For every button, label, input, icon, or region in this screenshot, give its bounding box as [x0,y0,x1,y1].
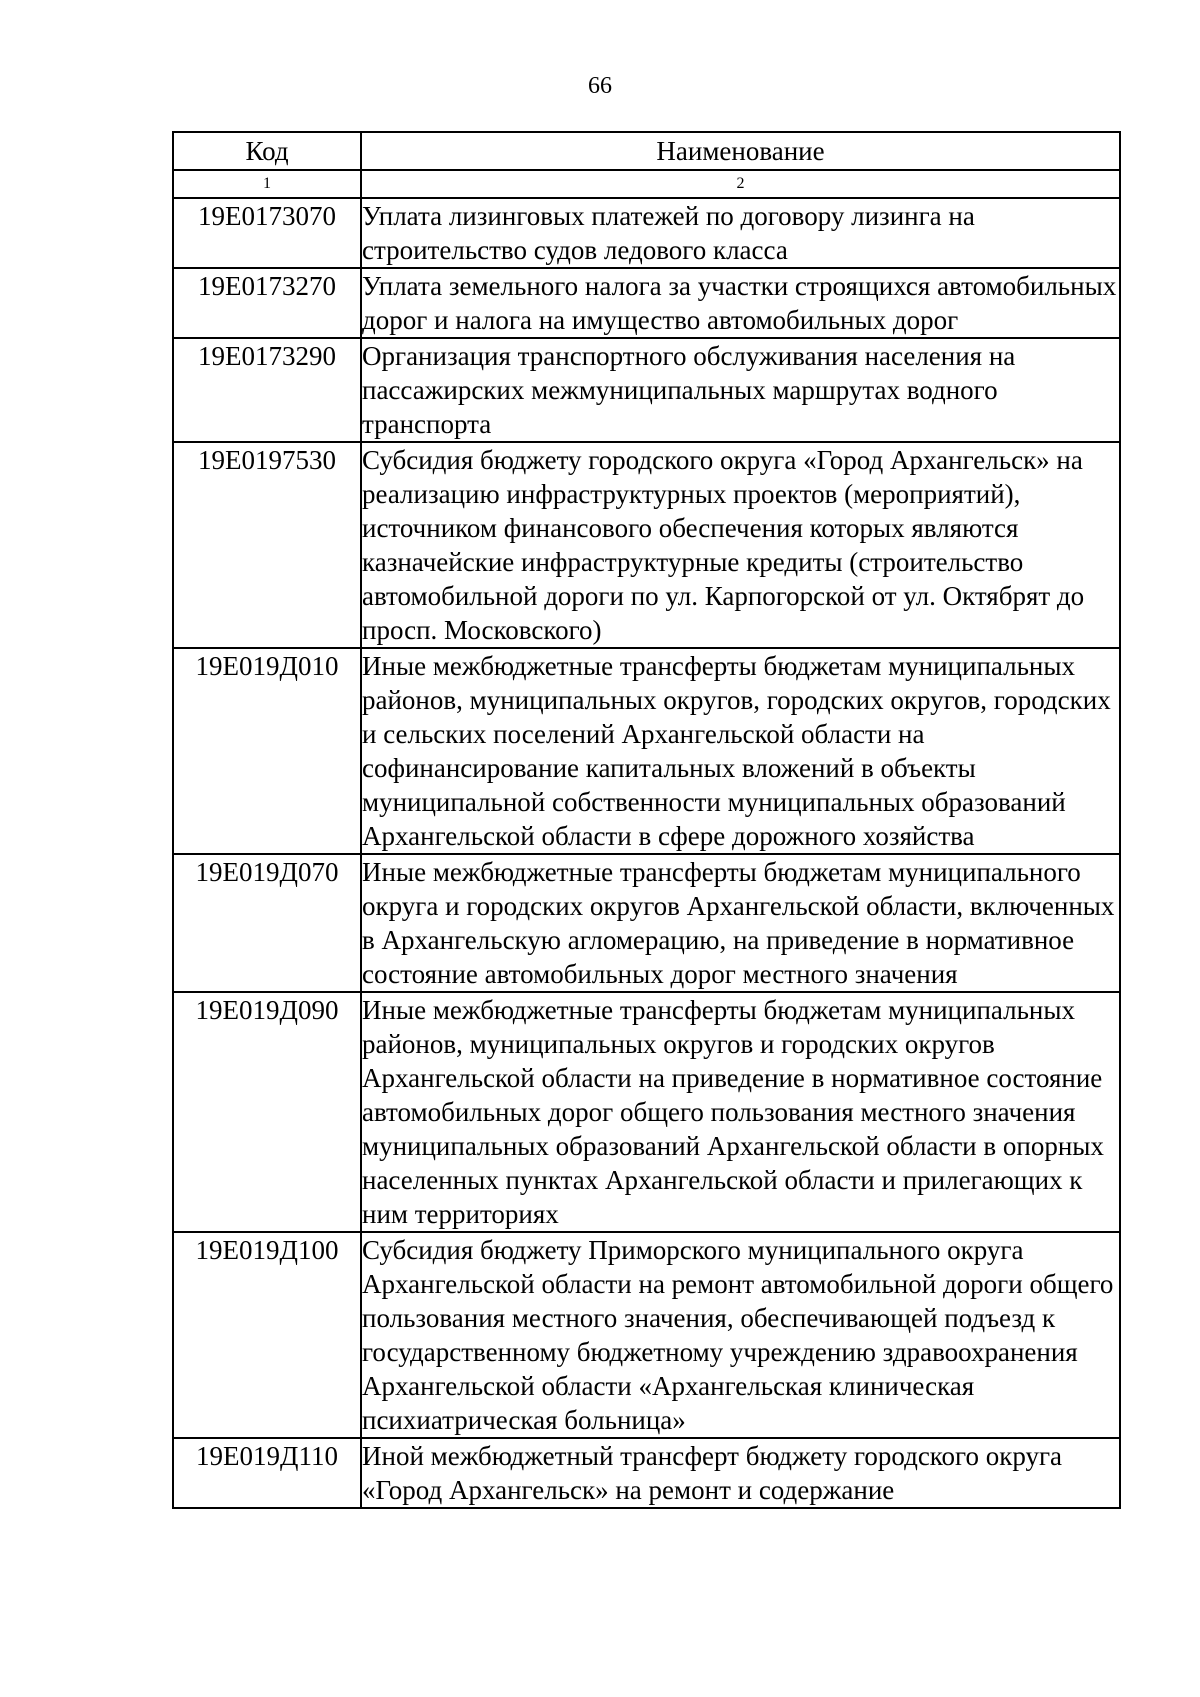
row-code: 19E019Д100 [173,1232,361,1438]
table-row [173,338,1120,442]
row-name: Иные межбюджетные трансферты бюджетам муниципальных районов, муниципальных округов и городских округов Архангельской области на приведение в нормативное состояние автомобильных дорог общего пользования местного значения муниципальных образований Архангельской области в опорных населенных пунктах Архангельской области и прилегающих к ним территориях [361,992,1120,1232]
row-name: Организация транспортного обслуживания населения на пассажирских межмуниципальных маршрутах водного транспорта [361,338,1120,442]
budget-code-table [172,131,1121,1509]
row-name: Иные межбюджетные трансферты бюджетам муниципального округа и городских округов Архангельской области, включенных в Архангельскую агломерацию, на приведение в нормативное состояние автомобильных дорог местного значения [361,854,1120,992]
row-name: Субсидия бюджету городского округа «Город Архангельск» на реализацию инфраструктурных проектов (мероприятий), источником финансового обеспечения которых являются казначейские инфраструктурные кредиты (строительство автомобильной дороги по ул. Карпогорской от ул. Октябрят до просп. Московского) [361,442,1120,648]
row-code: 19E0173270 [173,268,361,338]
row-name: Иные межбюджетные трансферты бюджетам муниципальных районов, муниципальных округов, городских округов, городских и сельских поселений Архангельской области на софинансирование капитальных вложений в объекты муниципальной собственности муниципальных образований Архангельской области в сфере дорожного хозяйства [361,648,1120,854]
header-code: Код [173,132,361,170]
row-code: 19E019Д010 [173,648,361,854]
table-row [173,442,1120,648]
table-row [173,198,1120,268]
row-code: 19E0173070 [173,198,361,268]
header-name: Наименование [361,132,1120,170]
row-name: Уплата лизинговых платежей по договору лизинга на строительство судов ледового класса [361,198,1120,268]
row-code: 19E019Д110 [173,1438,361,1508]
row-name: Уплата земельного налога за участки строящихся автомобильных дорог и налога на имущество автомобильных дорог [361,268,1120,338]
table-row [173,992,1120,1232]
table-row [173,648,1120,854]
column-number-2: 2 [361,170,1120,198]
row-code: 19E019Д070 [173,854,361,992]
row-code: 19E0197530 [173,442,361,648]
row-code: 19E0173290 [173,338,361,442]
table-row [173,1438,1120,1508]
row-name: Иной межбюджетный трансферт бюджету городского округа «Город Архангельск» на ремонт и содержание [361,1438,1120,1508]
table-header-row [173,132,1120,170]
column-number-row [173,170,1120,198]
page-number: 66 [588,73,612,99]
column-number-1: 1 [173,170,361,198]
table-row [173,854,1120,992]
table-row [173,268,1120,338]
row-name: Субсидия бюджету Приморского муниципального округа Архангельской области на ремонт автомобильной дороги общего пользования местного значения, обеспечивающей подъезд к государственному бюджетному учреждению здравоохранения Архангельской области «Архангельская клиническая психиатрическая больница» [361,1232,1120,1438]
table-row [173,1232,1120,1438]
row-code: 19E019Д090 [173,992,361,1232]
